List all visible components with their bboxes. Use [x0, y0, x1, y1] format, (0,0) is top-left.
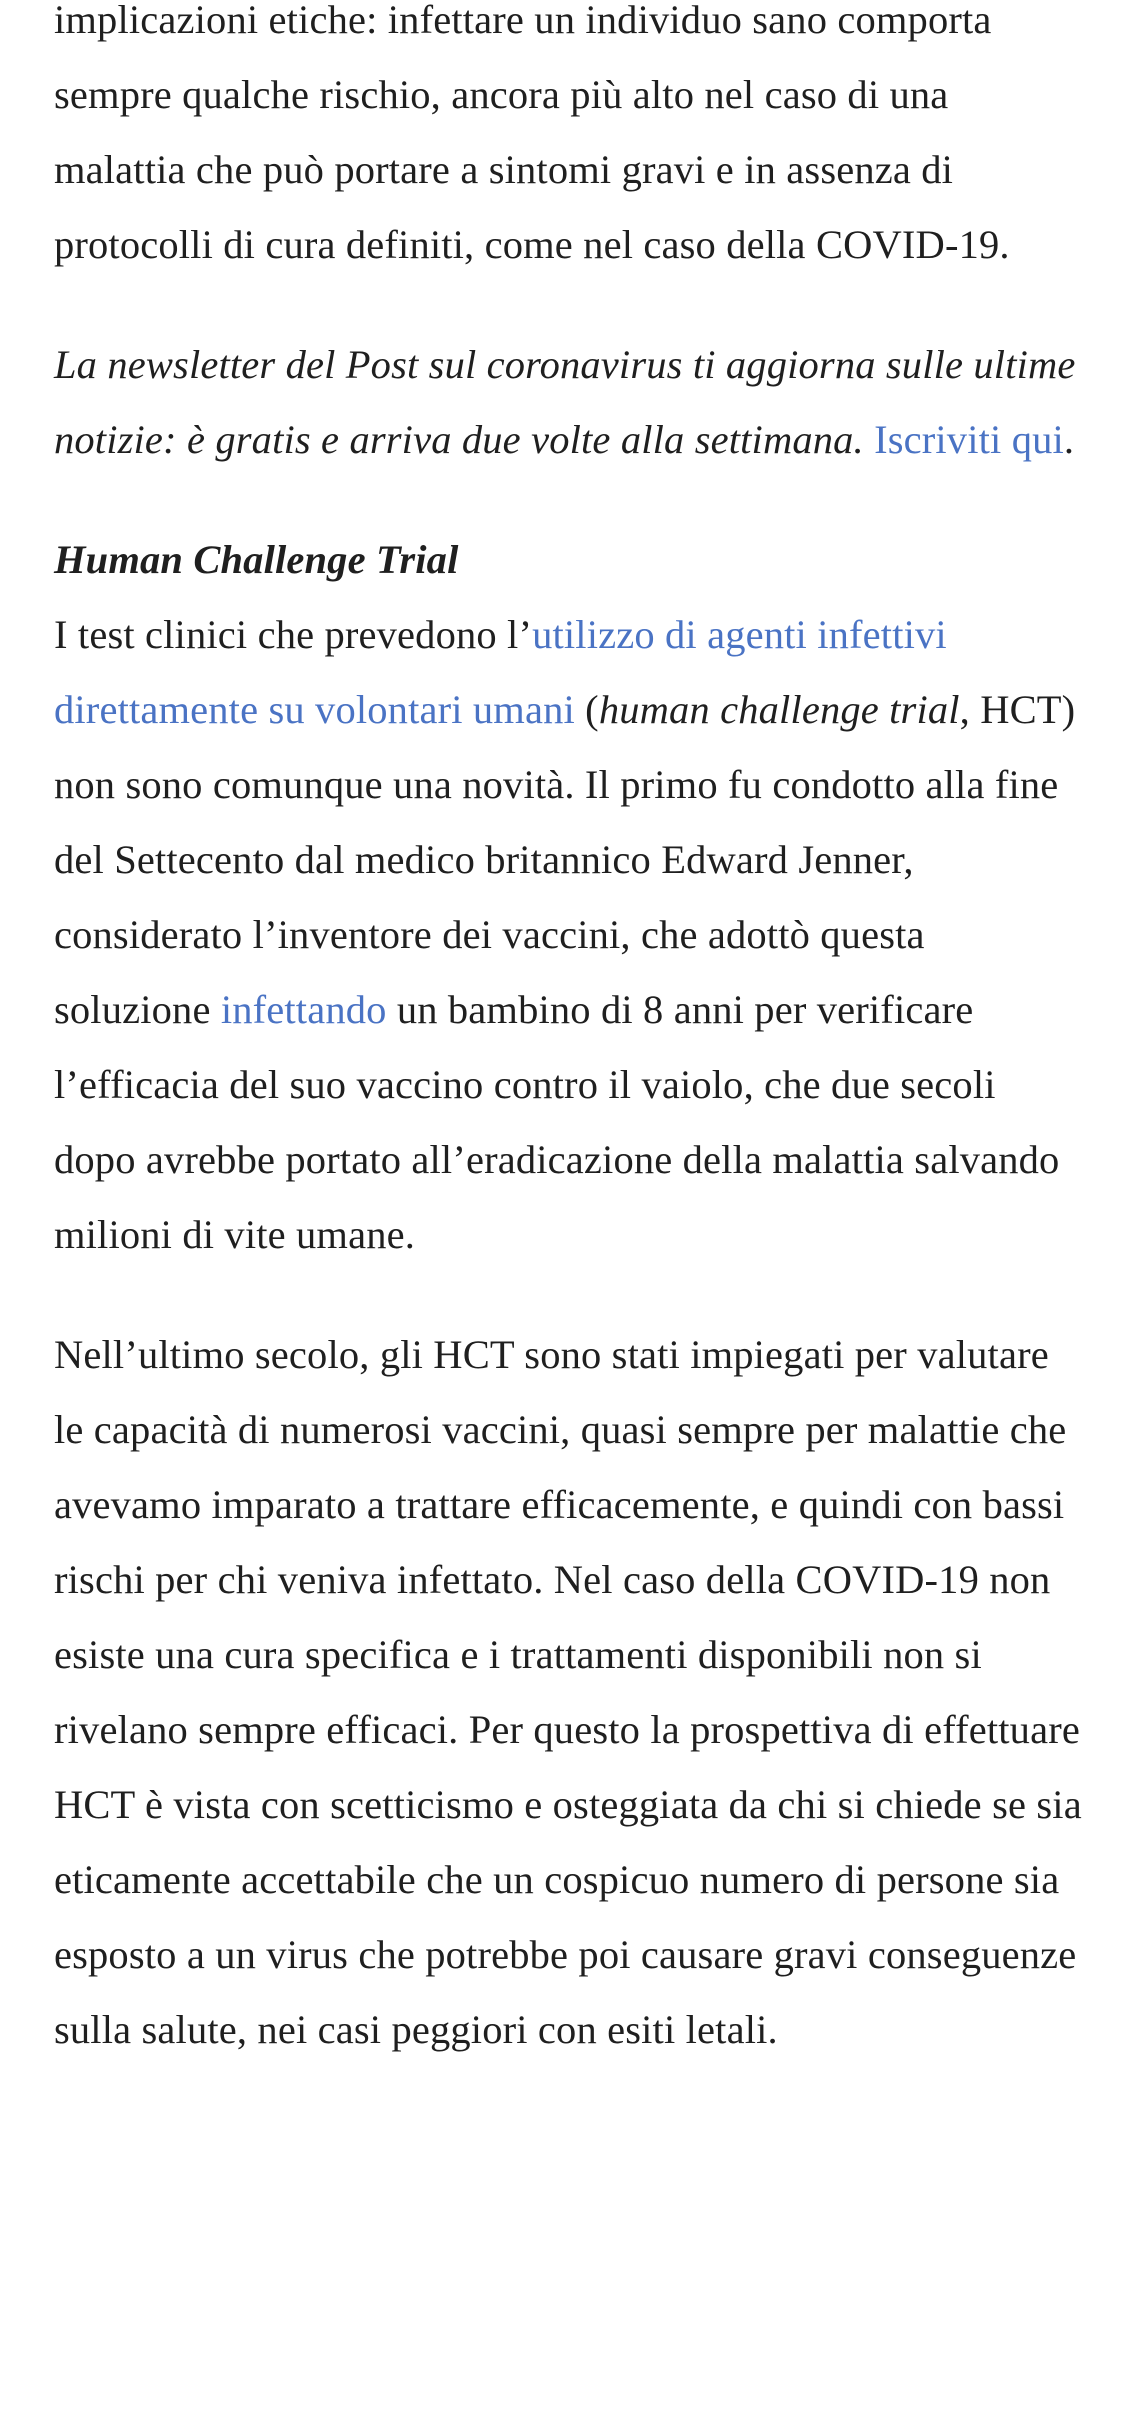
paragraph-hct-history — [54, 597, 1084, 1272]
link-infettando[interactable]: infettando — [220, 987, 387, 1032]
newsletter-note — [54, 327, 1084, 477]
paragraph-ethics: implicazioni etiche: infettare un individuo sano comporta sempre qualche rischio, ancora più alto nel caso di una malattia che può portare a sintomi gravi e in assenza di protocolli di cura definiti, come nel caso della COVID-19. — [54, 0, 1010, 267]
link-agenti-infettivi[interactable]: utilizzo di agenti infettivi direttamente su volontari umani — [54, 612, 947, 732]
text-segment: ( — [574, 687, 599, 732]
newsletter-subscribe-link[interactable]: Iscriviti qui — [874, 417, 1064, 462]
italic-term: human challenge trial — [598, 687, 960, 732]
section-heading: Human Challenge Trial — [54, 537, 459, 582]
text-segment: un bambino di 8 anni per verificare l’efficacia del suo vaccino contro il vaiolo, che due secoli dopo avrebbe portato all’eradicazione della malattia salvando milioni di vite umane. — [54, 987, 1060, 1257]
article-body — [54, 0, 1084, 2112]
paragraph-hct-covid: Nell’ultimo secolo, gli HCT sono stati impiegati per valutare le capacità di numerosi vaccini, quasi sempre per malattie che avevamo imparato a trattare efficacemente, e quindi con bassi rischi per chi veniva infettato. Nel caso della COVID-19 non esiste una cura specifica e i trattamenti disponibili non si rivelano sempre efficaci. Per questo la prospettiva di effettuare HCT è vista con scetticismo e osteggiata da chi si chiede se sia eticamente accettabile che un cospicuo numero di persone sia esposto a un virus che potrebbe poi causare gravi conseguenze sulla salute, nei casi peggiori con esiti letali. — [54, 1332, 1082, 2052]
text-segment: I test clinici che prevedono l’ — [54, 612, 533, 657]
newsletter-text: La newsletter del Post sul coronavirus ti aggiorna sulle ultime notizie: è gratis e arriva due volte alla settimana. — [54, 342, 1076, 462]
text-segment: , HCT) non sono comunque una novità. Il primo fu condotto alla fine del Settecento dal medico britannico Edward Jenner, considerato l’inventore dei vaccini, che adottò questa soluzione — [54, 687, 1076, 1032]
newsletter-end: . — [1063, 417, 1075, 462]
